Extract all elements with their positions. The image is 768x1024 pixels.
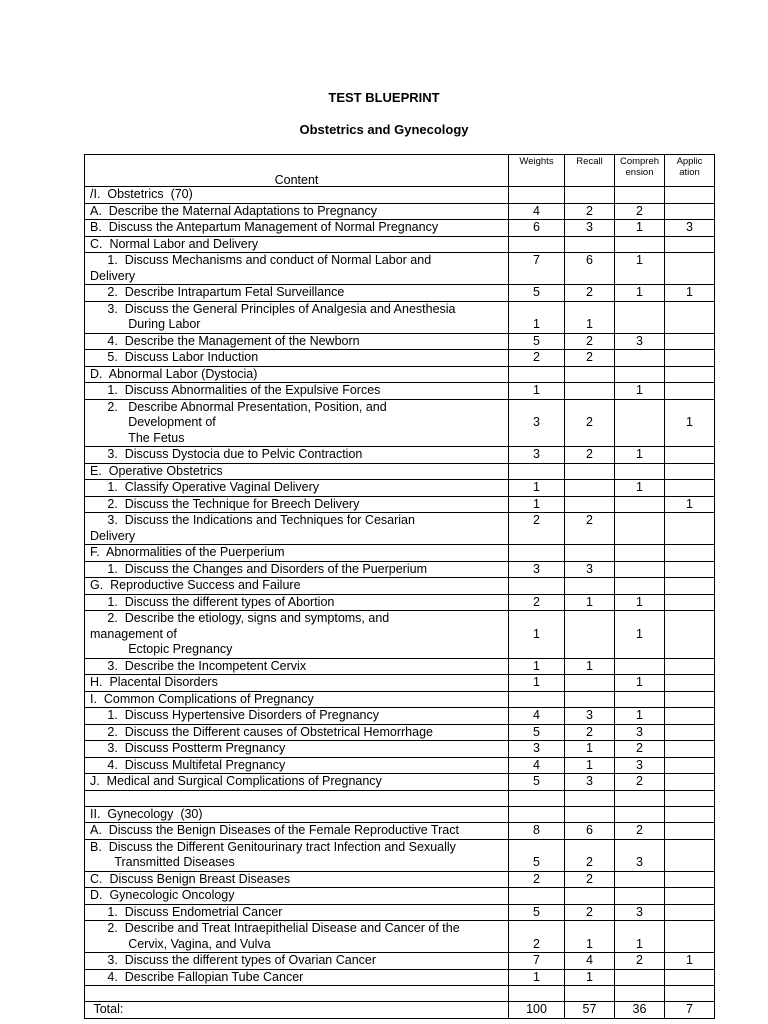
row-content-cell: C. Discuss Benign Breast Diseases (85, 871, 509, 888)
row-weights-cell: 3 (509, 741, 565, 758)
row-recall-cell: 1 (565, 658, 615, 675)
row-application-cell (665, 594, 715, 611)
table-row (85, 285, 715, 302)
row-comprehension-cell (615, 301, 665, 333)
row-recall-cell: 2 (565, 839, 615, 871)
row-comprehension-cell: 3 (615, 333, 665, 350)
row-application-cell (665, 790, 715, 806)
row-application-cell (665, 823, 715, 840)
row-application-cell: 1 (665, 399, 715, 447)
row-comprehension-cell: 2 (615, 823, 665, 840)
row-comprehension-cell (615, 691, 665, 708)
row-content-cell: 2. Discuss the Different causes of Obstetrical Hemorrhage (85, 724, 509, 741)
table-row (85, 301, 715, 333)
row-recall-cell: 3 (565, 220, 615, 237)
row-content-cell: B. Discuss the Different Genitourinary tract Infection and Sexually Transmitted Diseases (85, 839, 509, 871)
row-recall-cell: 2 (565, 724, 615, 741)
row-content-cell: I. Common Complications of Pregnancy (85, 691, 509, 708)
row-comprehension-cell: 3 (615, 757, 665, 774)
row-recall-cell (565, 236, 615, 253)
row-content-cell: 1. Discuss the Changes and Disorders of the Puerperium (85, 561, 509, 578)
row-weights-cell (509, 236, 565, 253)
row-weights-cell (509, 187, 565, 204)
row-comprehension-cell: 1 (615, 708, 665, 725)
row-comprehension-cell (615, 806, 665, 823)
table-row (85, 1002, 715, 1019)
row-recall-cell (565, 806, 615, 823)
table-row (85, 986, 715, 1002)
table-row (85, 724, 715, 741)
table-row (85, 675, 715, 692)
row-application-cell (665, 611, 715, 659)
row-weights-cell (509, 888, 565, 905)
table-row (85, 236, 715, 253)
row-content-cell: 1. Discuss Endometrial Cancer (85, 904, 509, 921)
row-comprehension-cell: 3 (615, 724, 665, 741)
row-content-cell: H. Placental Disorders (85, 675, 509, 692)
row-weights-cell: 4 (509, 757, 565, 774)
row-comprehension-cell: 1 (615, 220, 665, 237)
header-content: Content (85, 155, 509, 187)
row-recall-cell (565, 187, 615, 204)
row-weights-cell: 1 (509, 301, 565, 333)
row-application-cell (665, 333, 715, 350)
row-recall-cell: 1 (565, 741, 615, 758)
table-row (85, 839, 715, 871)
row-recall-cell: 1 (565, 969, 615, 986)
row-weights-cell: 4 (509, 708, 565, 725)
row-comprehension-cell: 1 (615, 675, 665, 692)
row-recall-cell: 1 (565, 921, 615, 953)
row-weights-cell: 2 (509, 594, 565, 611)
row-weights-cell: 1 (509, 611, 565, 659)
row-content-cell: J. Medical and Surgical Complications of Pregnancy (85, 774, 509, 791)
row-content-cell: 3. Discuss the different types of Ovarian Cancer (85, 953, 509, 970)
row-comprehension-cell: 1 (615, 611, 665, 659)
row-comprehension-cell (615, 578, 665, 595)
row-content-cell: B. Discuss the Antepartum Management of Normal Pregnancy (85, 220, 509, 237)
row-application-cell: 1 (665, 953, 715, 970)
document-title: TEST BLUEPRINT (328, 90, 440, 105)
table-row (85, 823, 715, 840)
row-recall-cell: 2 (565, 904, 615, 921)
row-weights-cell: 5 (509, 285, 565, 302)
row-comprehension-cell: 1 (615, 285, 665, 302)
row-comprehension-cell (615, 399, 665, 447)
row-recall-cell: 2 (565, 399, 615, 447)
row-content-cell: 4. Describe the Management of the Newborn (85, 333, 509, 350)
row-comprehension-cell (615, 366, 665, 383)
document-subtitle: Obstetrics and Gynecology (299, 122, 469, 137)
row-comprehension-cell (615, 986, 665, 1002)
row-comprehension-cell: 2 (615, 203, 665, 220)
row-recall-cell: 6 (565, 253, 615, 285)
row-application-cell (665, 545, 715, 562)
row-recall-cell: 2 (565, 285, 615, 302)
row-content-cell: 1. Classify Operative Vaginal Delivery (85, 480, 509, 497)
row-weights-cell: 1 (509, 658, 565, 675)
row-content-cell: 3. Describe the Incompetent Cervix (85, 658, 509, 675)
row-application-cell (665, 986, 715, 1002)
row-comprehension-cell (615, 496, 665, 513)
row-application-cell (665, 774, 715, 791)
row-comprehension-cell (615, 187, 665, 204)
row-application-cell: 1 (665, 496, 715, 513)
row-weights-cell (509, 986, 565, 1002)
table-row (85, 447, 715, 464)
row-recall-cell: 3 (565, 561, 615, 578)
row-recall-cell: 2 (565, 350, 615, 367)
row-comprehension-cell (615, 236, 665, 253)
header-weights: Weights (509, 155, 565, 187)
row-weights-cell: 1 (509, 480, 565, 497)
row-weights-cell: 1 (509, 675, 565, 692)
row-recall-cell: 2 (565, 513, 615, 545)
table-row (85, 904, 715, 921)
header-application: Applic ation (665, 155, 715, 187)
row-content-cell: G. Reproductive Success and Failure (85, 578, 509, 595)
table-row (85, 187, 715, 204)
row-content-cell: C. Normal Labor and Delivery (85, 236, 509, 253)
row-weights-cell: 3 (509, 447, 565, 464)
table-row (85, 496, 715, 513)
row-content-cell (85, 986, 509, 1002)
row-recall-cell (565, 366, 615, 383)
table-row (85, 220, 715, 237)
row-recall-cell: 2 (565, 203, 615, 220)
row-comprehension-cell (615, 658, 665, 675)
row-weights-cell: 6 (509, 220, 565, 237)
table-row (85, 969, 715, 986)
row-content-cell: II. Gynecology (30) (85, 806, 509, 823)
row-application-cell (665, 350, 715, 367)
row-comprehension-cell: 1 (615, 480, 665, 497)
row-weights-cell: 1 (509, 383, 565, 400)
row-content-cell: 3. Discuss Dystocia due to Pelvic Contraction (85, 447, 509, 464)
row-content-cell: 2. Discuss the Technique for Breech Delivery (85, 496, 509, 513)
row-weights-cell: 2 (509, 921, 565, 953)
table-row (85, 774, 715, 791)
row-weights-cell (509, 366, 565, 383)
row-content-cell: 5. Discuss Labor Induction (85, 350, 509, 367)
row-recall-cell: 3 (565, 774, 615, 791)
row-recall-cell: 6 (565, 823, 615, 840)
row-weights-cell (509, 578, 565, 595)
row-content-cell: 2. Describe and Treat Intraepithelial Disease and Cancer of the Cervix, Vagina, and Vulva (85, 921, 509, 953)
row-application-cell (665, 253, 715, 285)
row-weights-cell: 1 (509, 496, 565, 513)
row-comprehension-cell (615, 561, 665, 578)
row-recall-cell: 2 (565, 447, 615, 464)
row-application-cell: 3 (665, 220, 715, 237)
row-recall-cell (565, 691, 615, 708)
row-application-cell (665, 839, 715, 871)
row-comprehension-cell: 2 (615, 953, 665, 970)
row-recall-cell: 57 (565, 1002, 615, 1019)
table-row (85, 741, 715, 758)
row-content-cell: 1. Discuss Hypertensive Disorders of Pregnancy (85, 708, 509, 725)
header-comprehension: Compreh ension (615, 155, 665, 187)
row-recall-cell: 1 (565, 594, 615, 611)
row-application-cell (665, 691, 715, 708)
row-application-cell (665, 447, 715, 464)
table-row (85, 611, 715, 659)
row-content-cell: 1. Discuss Abnormalities of the Expulsive Forces (85, 383, 509, 400)
row-weights-cell (509, 545, 565, 562)
row-comprehension-cell (615, 790, 665, 806)
row-comprehension-cell: 2 (615, 741, 665, 758)
row-recall-cell (565, 611, 615, 659)
table-row (85, 561, 715, 578)
row-comprehension-cell: 1 (615, 447, 665, 464)
row-application-cell (665, 871, 715, 888)
row-comprehension-cell: 1 (615, 921, 665, 953)
row-recall-cell (565, 383, 615, 400)
row-weights-cell: 2 (509, 513, 565, 545)
row-application-cell: 1 (665, 285, 715, 302)
row-comprehension-cell: 1 (615, 594, 665, 611)
header-recall: Recall (565, 155, 615, 187)
table-row (85, 399, 715, 447)
row-application-cell (665, 806, 715, 823)
row-comprehension-cell (615, 463, 665, 480)
row-comprehension-cell: 3 (615, 904, 665, 921)
row-weights-cell (509, 463, 565, 480)
row-comprehension-cell (615, 350, 665, 367)
table-header-row (85, 155, 715, 187)
row-weights-cell: 3 (509, 561, 565, 578)
row-application-cell (665, 366, 715, 383)
row-application-cell (665, 513, 715, 545)
row-application-cell (665, 480, 715, 497)
row-application-cell (665, 888, 715, 905)
row-content-cell (85, 790, 509, 806)
row-application-cell (665, 236, 715, 253)
row-recall-cell: 4 (565, 953, 615, 970)
row-weights-cell: 4 (509, 203, 565, 220)
row-recall-cell: 1 (565, 757, 615, 774)
row-recall-cell: 1 (565, 301, 615, 333)
row-application-cell (665, 741, 715, 758)
table-row (85, 921, 715, 953)
table-row (85, 578, 715, 595)
row-weights-cell: 100 (509, 1002, 565, 1019)
row-content-cell: Total: (85, 1002, 509, 1019)
row-recall-cell (565, 578, 615, 595)
row-weights-cell (509, 691, 565, 708)
row-application-cell (665, 724, 715, 741)
row-content-cell: 1. Discuss the different types of Abortion (85, 594, 509, 611)
row-comprehension-cell: 36 (615, 1002, 665, 1019)
row-comprehension-cell (615, 969, 665, 986)
row-recall-cell (565, 463, 615, 480)
row-application-cell (665, 301, 715, 333)
row-content-cell: D. Abnormal Labor (Dystocia) (85, 366, 509, 383)
table-row (85, 953, 715, 970)
table-row (85, 594, 715, 611)
row-content-cell: A. Describe the Maternal Adaptations to Pregnancy (85, 203, 509, 220)
row-weights-cell: 5 (509, 333, 565, 350)
row-recall-cell: 3 (565, 708, 615, 725)
row-content-cell: 3. Discuss the General Principles of Analgesia and Anesthesia During Labor (85, 301, 509, 333)
row-weights-cell: 5 (509, 774, 565, 791)
table-row (85, 888, 715, 905)
row-content-cell: 1. Discuss Mechanisms and conduct of Normal Labor and Delivery (85, 253, 509, 285)
row-content-cell: F. Abnormalities of the Puerperium (85, 545, 509, 562)
row-content-cell: 2. Describe Abnormal Presentation, Position, and Development of The Fetus (85, 399, 509, 447)
row-weights-cell: 7 (509, 953, 565, 970)
row-content-cell: 3. Discuss the Indications and Techniques for Cesarian Delivery (85, 513, 509, 545)
row-application-cell (665, 187, 715, 204)
row-weights-cell (509, 806, 565, 823)
row-application-cell (665, 383, 715, 400)
row-recall-cell (565, 888, 615, 905)
row-content-cell: 4. Describe Fallopian Tube Cancer (85, 969, 509, 986)
row-comprehension-cell: 1 (615, 253, 665, 285)
table-row (85, 658, 715, 675)
row-content-cell: D. Gynecologic Oncology (85, 888, 509, 905)
table-row (85, 871, 715, 888)
table-row (85, 757, 715, 774)
row-recall-cell (565, 496, 615, 513)
row-content-cell: /I. Obstetrics (70) (85, 187, 509, 204)
row-recall-cell: 2 (565, 333, 615, 350)
row-weights-cell: 1 (509, 969, 565, 986)
row-application-cell (665, 675, 715, 692)
table-row (85, 463, 715, 480)
row-comprehension-cell: 1 (615, 383, 665, 400)
row-content-cell: 4. Discuss Multifetal Pregnancy (85, 757, 509, 774)
row-comprehension-cell (615, 871, 665, 888)
row-recall-cell (565, 545, 615, 562)
row-application-cell (665, 708, 715, 725)
row-comprehension-cell: 2 (615, 774, 665, 791)
blueprint-table (84, 154, 715, 1019)
row-recall-cell (565, 675, 615, 692)
row-weights-cell: 7 (509, 253, 565, 285)
row-recall-cell: 2 (565, 871, 615, 888)
table-row (85, 203, 715, 220)
table-row (85, 480, 715, 497)
row-application-cell: 7 (665, 1002, 715, 1019)
row-application-cell (665, 578, 715, 595)
row-weights-cell: 8 (509, 823, 565, 840)
row-comprehension-cell (615, 513, 665, 545)
row-application-cell (665, 921, 715, 953)
row-application-cell (665, 463, 715, 480)
row-application-cell (665, 203, 715, 220)
row-application-cell (665, 561, 715, 578)
row-application-cell (665, 904, 715, 921)
row-weights-cell: 3 (509, 399, 565, 447)
row-content-cell: 3. Discuss Postterm Pregnancy (85, 741, 509, 758)
row-weights-cell (509, 790, 565, 806)
row-content-cell: 2. Describe Intrapartum Fetal Surveillance (85, 285, 509, 302)
row-recall-cell (565, 480, 615, 497)
table-row (85, 708, 715, 725)
row-recall-cell (565, 790, 615, 806)
row-weights-cell: 2 (509, 871, 565, 888)
table-row (85, 366, 715, 383)
table-row (85, 545, 715, 562)
table-row (85, 790, 715, 806)
row-content-cell: 2. Describe the etiology, signs and symptoms, and management of Ectopic Pregnancy (85, 611, 509, 659)
table-row (85, 333, 715, 350)
row-recall-cell (565, 986, 615, 1002)
table-row (85, 253, 715, 285)
table-row (85, 691, 715, 708)
table-row (85, 806, 715, 823)
table-row (85, 383, 715, 400)
row-comprehension-cell (615, 545, 665, 562)
row-weights-cell: 5 (509, 724, 565, 741)
row-application-cell (665, 969, 715, 986)
table-row (85, 513, 715, 545)
row-comprehension-cell: 3 (615, 839, 665, 871)
row-comprehension-cell (615, 888, 665, 905)
row-weights-cell: 5 (509, 904, 565, 921)
row-content-cell: A. Discuss the Benign Diseases of the Female Reproductive Tract (85, 823, 509, 840)
table-row (85, 350, 715, 367)
row-application-cell (665, 658, 715, 675)
row-content-cell: E. Operative Obstetrics (85, 463, 509, 480)
row-weights-cell: 2 (509, 350, 565, 367)
row-weights-cell: 5 (509, 839, 565, 871)
row-application-cell (665, 757, 715, 774)
